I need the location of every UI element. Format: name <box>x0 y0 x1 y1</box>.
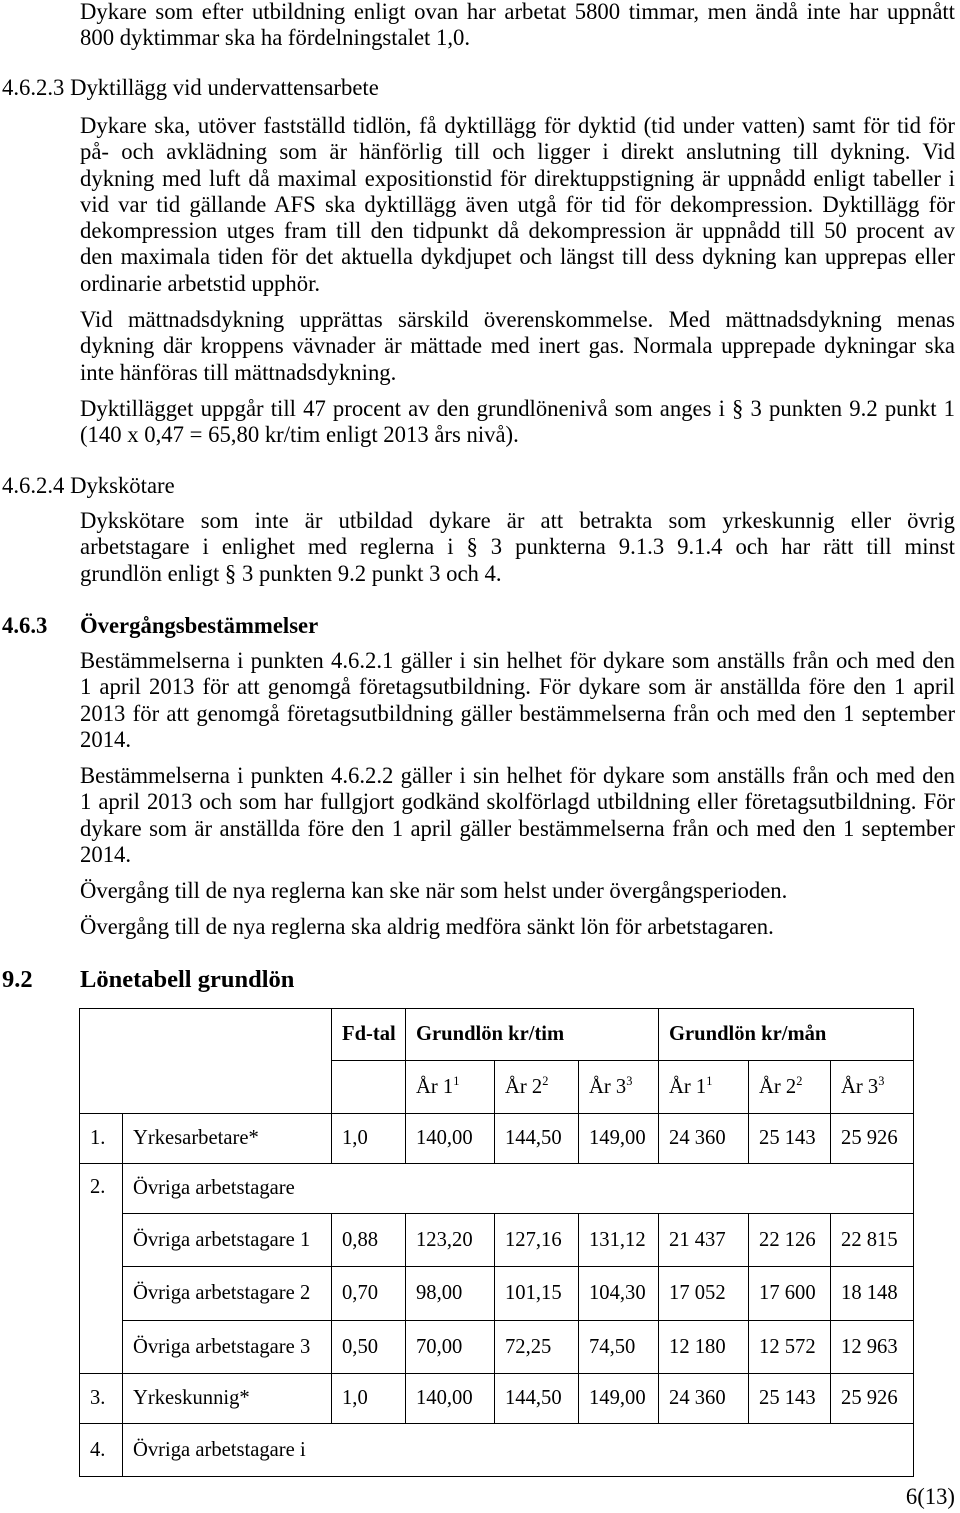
table-header-row <box>80 1009 914 1061</box>
per-hour-value: 149,00 <box>579 1374 659 1424</box>
paragraph <box>80 508 955 587</box>
paragraph-line: 1 april 2013 och som har fullgjort godkänd skolförlagd utbildning eller företagsutbildning. För <box>80 789 955 815</box>
row-label: Övriga arbetstagare i <box>123 1424 914 1477</box>
row-label: Övriga arbetstagare <box>123 1164 914 1214</box>
section-number: 4.6.2.4 <box>2 473 65 498</box>
fd-tal-value: 0,70 <box>332 1267 406 1321</box>
table-row <box>80 1214 914 1267</box>
paragraph-line: på- och avklädning som är hänförlig till och ligger i direkt anslutning till dykning. Vid <box>80 139 955 165</box>
paragraph <box>80 878 955 904</box>
paragraph-line: inte hänföras till mättnadsdykning. <box>80 359 397 385</box>
section-title: Dykskötare <box>70 473 175 498</box>
footnote-marker: 3 <box>878 1073 885 1088</box>
year-label: År 1 <box>416 1075 454 1098</box>
year-label: År 2 <box>505 1075 543 1098</box>
per-month-value: 25 143 <box>749 1374 831 1424</box>
paragraph-line: (140 x 0,47 = 65,80 kr/tim enligt 2013 års nivå). <box>80 422 519 448</box>
per-month-value: 17 600 <box>749 1267 831 1321</box>
table-row <box>80 1267 914 1321</box>
per-month-value: 22 815 <box>831 1214 914 1267</box>
fd-tal-value: 1,0 <box>332 1114 406 1164</box>
year-header <box>749 1061 831 1114</box>
footnote-marker: 1 <box>706 1073 713 1088</box>
year-header <box>495 1061 579 1114</box>
paragraph <box>80 648 955 753</box>
per-hour-value: 140,00 <box>406 1374 495 1424</box>
salary-table <box>79 1008 914 1477</box>
paragraph-line: dykning där kroppens vävnader är mättade med inert gas. Normala upprepade dykningar ska <box>80 333 955 359</box>
per-month-value: 12 963 <box>831 1321 914 1374</box>
paragraph-line: dykning med luft då maximal expositionstid för direktuppstigning är uppnådd enligt tabeller i <box>80 165 955 191</box>
paragraph-line: dykare som är anställda före den 1 april gäller bestämmelserna från och med den 1 september <box>80 815 955 841</box>
paragraph-line: 2013 för att genomgå företagsutbildning gäller bestämmelserna från och med den 1 september <box>80 700 955 726</box>
paragraph-line: 800 dyktimmar ska ha fördelningstalet 1,0. <box>80 25 471 51</box>
section-title: Övergångsbestämmelser <box>80 613 319 638</box>
per-month-value: 12 180 <box>659 1321 749 1374</box>
paragraph-line: 1 april 2013 för att genomgå företagsutbildning. För dykare som är anställda före den 1 april <box>80 674 955 700</box>
paragraph <box>80 396 955 449</box>
paragraph <box>80 307 955 386</box>
per-hour-value: 123,20 <box>406 1214 495 1267</box>
fd-tal-value: 0,88 <box>332 1214 406 1267</box>
per-hour-value: 149,00 <box>579 1114 659 1164</box>
table-row <box>80 1114 914 1164</box>
year-header <box>579 1061 659 1114</box>
footnote-marker: 2 <box>796 1073 803 1088</box>
per-hour-value: 140,00 <box>406 1114 495 1164</box>
per-month-value: 25 926 <box>831 1114 914 1164</box>
per-month-value: 12 572 <box>749 1321 831 1374</box>
per-hour-value: 144,50 <box>495 1114 579 1164</box>
per-hour-value: 144,50 <box>495 1374 579 1424</box>
table-row <box>80 1424 914 1477</box>
paragraph-line: Vid mättnadsdykning upprättas särskild överenskommelse. Med mättnadsdykning menas <box>80 307 955 332</box>
per-month-value: 25 926 <box>831 1374 914 1424</box>
section-heading-4-6-3 <box>2 613 318 639</box>
year-header <box>831 1061 914 1114</box>
row-number: 1. <box>80 1114 123 1164</box>
per-month-value: 21 437 <box>659 1214 749 1267</box>
footnote-marker: 2 <box>542 1073 549 1088</box>
row-label: Övriga arbetstagare 3 <box>123 1321 332 1374</box>
per-hour-value: 72,25 <box>495 1321 579 1374</box>
footnote-marker: 3 <box>626 1073 633 1088</box>
per-hour-value: 98,00 <box>406 1267 495 1321</box>
row-label: Yrkeskunnig* <box>123 1374 332 1424</box>
per-hour-value: 104,30 <box>579 1267 659 1321</box>
year-label: År 3 <box>589 1075 627 1098</box>
per-hour-value: 70,00 <box>406 1321 495 1374</box>
paragraph-line: arbetstagare i enlighet med reglerna i § 3 punkterna 9.1.3 9.1.4 och har rätt till minst <box>80 534 955 560</box>
intro-paragraph <box>80 0 955 52</box>
section-title: Lönetabell grundlön <box>80 966 295 993</box>
per-hour-value: 74,50 <box>579 1321 659 1374</box>
per-month-value: 25 143 <box>749 1114 831 1164</box>
per-month-value: 18 148 <box>831 1267 914 1321</box>
paragraph-line: Dyktillägget uppgår till 47 procent av den grundlönenivå som anges i § 3 punkten 9.2 punkt 1 <box>80 396 955 421</box>
paragraph-line: Dykskötare som inte är utbildad dykare är att betrakta som yrkeskunnig eller övrig <box>80 508 955 533</box>
section-heading-4-6-2-3 <box>2 75 379 101</box>
section-heading-4-6-2-4 <box>2 473 175 499</box>
paragraph-line: Bestämmelserna i punkten 4.6.2.2 gäller i sin helhet för dykare som anställs från och med den <box>80 763 955 788</box>
per-hour-value: 101,15 <box>495 1267 579 1321</box>
paragraph <box>80 914 955 940</box>
per-hour-header: Grundlön kr/tim <box>406 1009 659 1061</box>
paragraph-line: Bestämmelserna i punkten 4.6.2.1 gäller i sin helhet för dykare som anställs från och med den <box>80 648 955 673</box>
table-row <box>80 1374 914 1424</box>
section-heading-9-2 <box>2 966 294 994</box>
row-number: 3. <box>80 1374 123 1424</box>
paragraph-line: 2014. <box>80 726 132 752</box>
year-label: År 3 <box>841 1075 879 1098</box>
paragraph-line: grundlön enligt § 3 punkten 9.2 punkt 3 och 4. <box>80 560 502 586</box>
page-number: 6(13) <box>905 1484 955 1509</box>
paragraph <box>80 763 955 868</box>
paragraph-line: 2014. <box>80 841 132 867</box>
footnote-marker: 1 <box>453 1073 460 1088</box>
paragraph <box>80 113 955 297</box>
fd-tal-value: 1,0 <box>332 1374 406 1424</box>
year-label: År 2 <box>759 1075 797 1098</box>
paragraph-line: Övergång till de nya reglerna ska aldrig medföra sänkt lön för arbetstagaren. <box>80 914 774 939</box>
per-month-value: 24 360 <box>659 1114 749 1164</box>
paragraph-line: ordinarie arbetstid upphör. <box>80 270 321 296</box>
per-month-value: 22 126 <box>749 1214 831 1267</box>
paragraph-line: Övergång till de nya reglerna kan ske när som helst under övergångsperioden. <box>80 878 788 903</box>
table-row <box>80 1321 914 1374</box>
section-number: 4.6.3 <box>2 613 48 638</box>
row-label: Övriga arbetstagare 2 <box>123 1267 332 1321</box>
per-hour-value: 131,12 <box>579 1214 659 1267</box>
fd-tal-value: 0,50 <box>332 1321 406 1374</box>
year-header <box>406 1061 495 1114</box>
row-label: Yrkesarbetare* <box>123 1114 332 1164</box>
row-label: Övriga arbetstagare 1 <box>123 1214 332 1267</box>
year-header <box>659 1061 749 1114</box>
row-number: 2. <box>80 1164 123 1374</box>
section-title: Dyktillägg vid undervattensarbete <box>70 75 379 100</box>
table-row <box>80 1164 914 1214</box>
per-month-header: Grundlön kr/mån <box>659 1009 914 1061</box>
paragraph-line: Dykare som efter utbildning enligt ovan har arbetat 5800 timmar, men ändå inte har uppnått <box>80 0 955 24</box>
per-month-value: 24 360 <box>659 1374 749 1424</box>
year-label: År 1 <box>669 1075 707 1098</box>
table-corner-cell <box>80 1009 332 1114</box>
table-empty-cell <box>332 1061 406 1114</box>
per-month-value: 17 052 <box>659 1267 749 1321</box>
per-hour-value: 127,16 <box>495 1214 579 1267</box>
paragraph-line: vid var tid gällande AFS ska dyktillägg även utgå för tid för dekompression. Dyktillägg för <box>80 191 955 217</box>
row-number: 4. <box>80 1424 123 1477</box>
section-number: 4.6.2.3 <box>2 75 65 100</box>
paragraph-line: den maximala tiden för det aktuella dykdjupet och längst till dess dykning kan upprepas eller <box>80 244 955 270</box>
fd-tal-header: Fd-tal <box>332 1009 406 1061</box>
section-number: 9.2 <box>2 966 33 993</box>
paragraph-line: Dykare ska, utöver fastställd tidlön, få dyktillägg för dyktid (tid under vatten) samt för tid för <box>80 113 955 138</box>
paragraph-line: dekompression utges fram till den tidpunkt då dekompression är uppnådd till 50 procent av <box>80 218 955 244</box>
